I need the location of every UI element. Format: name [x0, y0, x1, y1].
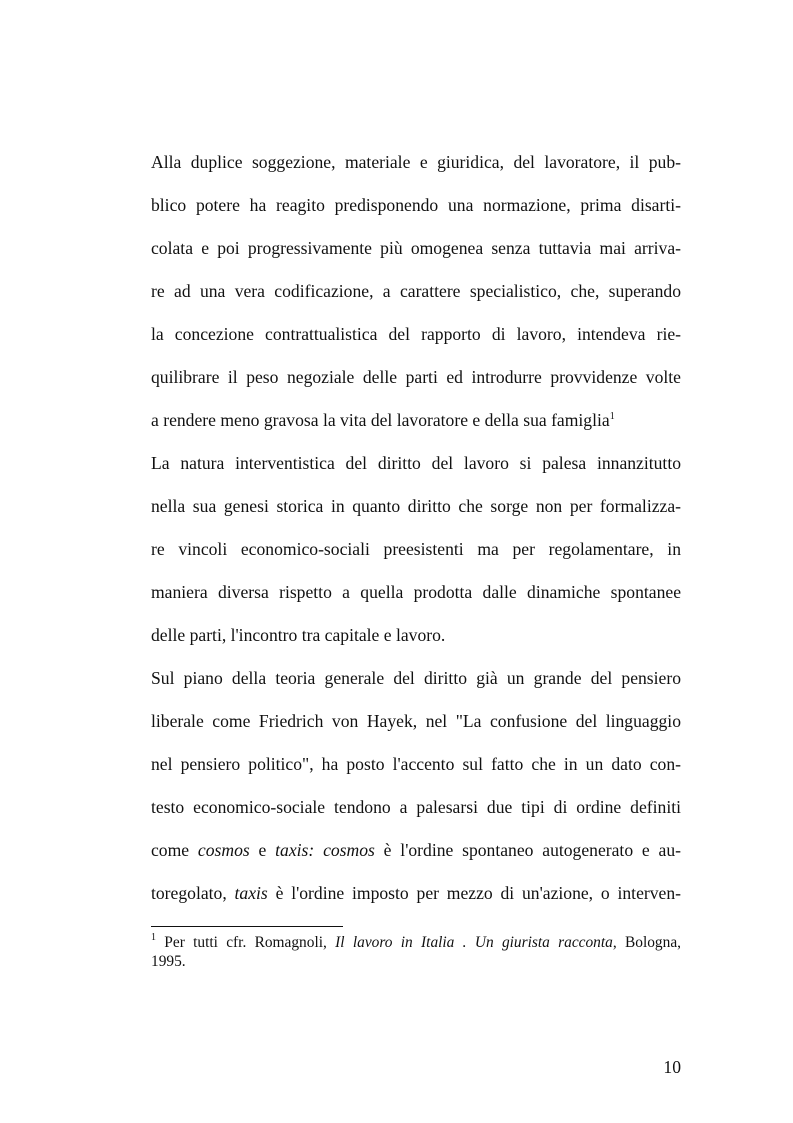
text-span: è l'ordine imposto per mezzo di un'azione, o interven- — [267, 883, 681, 903]
footnote-number: 1 — [151, 932, 156, 943]
text-line-9: nella sua genesi storica in quanto diritto che sorge non per formalizza- — [151, 496, 681, 516]
text-span: , Bologna, — [612, 934, 681, 951]
text-line-5: la concezione contrattualistica del rapporto di lavoro, intendeva rie- — [151, 324, 681, 344]
text-line-6: quilibrare il peso negoziale delle parti ed introdurre provvidenze volte — [151, 367, 681, 387]
text-line-18 — [151, 883, 681, 903]
page-number: 10 — [663, 1057, 681, 1077]
text-line-7-content: a rendere meno gravosa la vita del lavoratore e della sua famiglia — [151, 410, 610, 430]
text-line-3: colata e poi progressivamente più omogenea senza tuttavia mai arriva- — [151, 238, 681, 258]
text-line-2: blico potere ha reagito predisponendo una normazione, prima disarti- — [151, 195, 681, 215]
italic-term-taxis-cosmos: taxis: cosmos — [275, 840, 375, 860]
text-line-14: liberale come Friedrich von Hayek, nel "La confusione del linguaggio — [151, 711, 681, 731]
text-line-4: re ad una vera codificazione, a carattere specialistico, che, superando — [151, 281, 681, 301]
text-line-10: re vincoli economico-sociali preesistenti ma per regolamentare, in — [151, 539, 681, 559]
text-line-8: La natura interventistica del diritto del lavoro si palesa innanzitutto — [151, 453, 681, 473]
footnote-line-1 — [151, 934, 681, 952]
text-line-17 — [151, 840, 681, 860]
text-line-13: Sul piano della teoria generale del diritto già un grande del pensiero — [151, 668, 681, 688]
text-span: e — [249, 840, 276, 860]
text-line-1: Alla duplice soggezione, materiale e giuridica, del lavoratore, il pub- — [151, 152, 681, 172]
italic-term-taxis: taxis — [234, 883, 268, 903]
text-line-7 — [151, 410, 681, 430]
italic-term-cosmos: cosmos — [197, 840, 250, 860]
text-span: toregolato, — [151, 883, 235, 903]
footnote-reference[interactable]: 1 — [609, 411, 615, 422]
text-span: è l'ordine spontaneo autogenerato e au- — [374, 840, 682, 860]
text-span: Per tutti cfr. Romagnoli, — [156, 934, 336, 951]
text-line-11: maniera diversa rispetto a quella prodotta dalle dinamiche spontanee — [151, 582, 681, 602]
footnote-separator — [151, 926, 343, 927]
text-line-12: delle parti, l'incontro tra capitale e lavoro. — [151, 625, 446, 645]
text-span: come — [151, 840, 198, 860]
footnote-line-2: 1995. — [151, 953, 186, 970]
text-line-16: testo economico-sociale tendono a palesarsi due tipi di ordine definiti — [151, 797, 681, 817]
footnote-book-title: Il lavoro in Italia . Un giurista racconta — [335, 934, 613, 951]
text-line-15: nel pensiero politico", ha posto l'accento sul fatto che in un dato con- — [151, 754, 681, 774]
